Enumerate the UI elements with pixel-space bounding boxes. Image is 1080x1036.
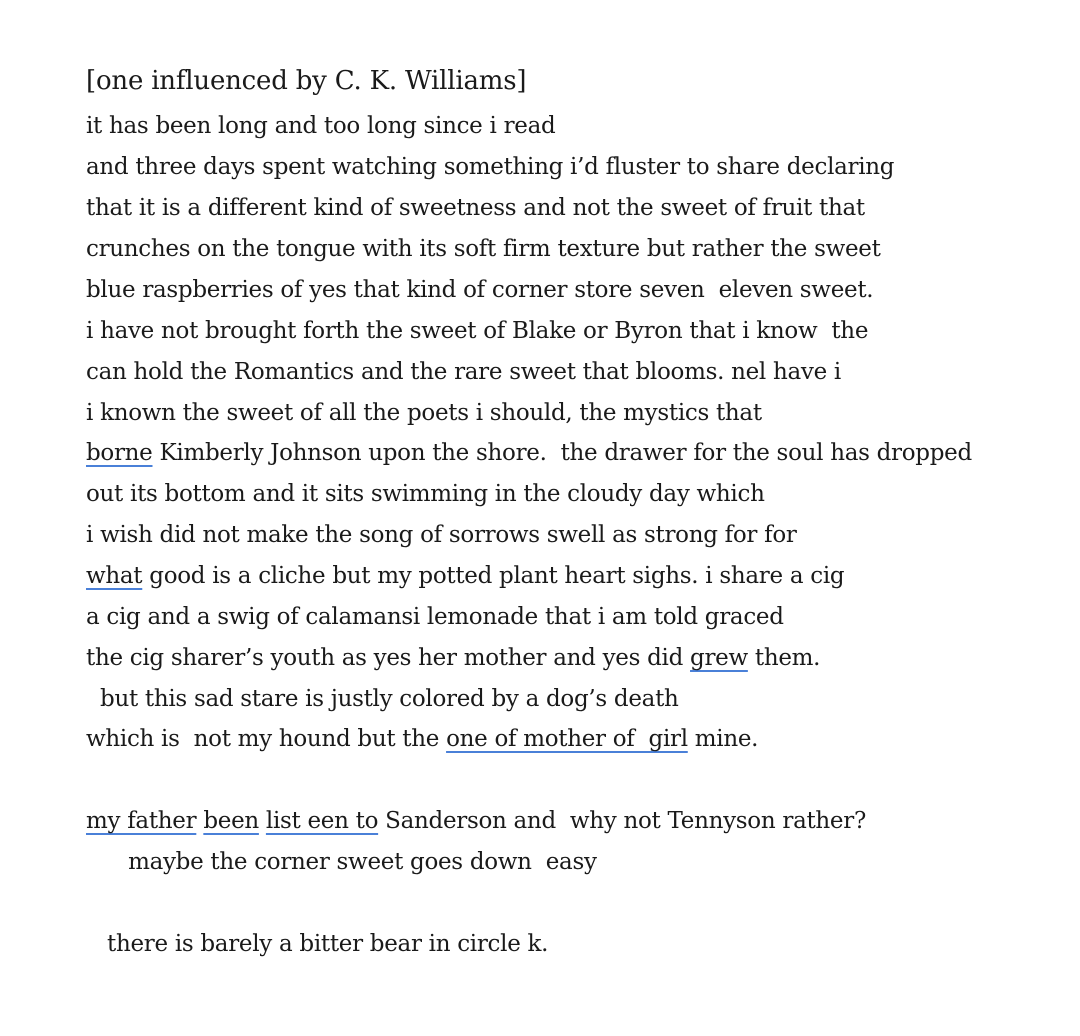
line-text: mine. (687, 726, 759, 752)
line-text: i wish did not make the song of sorrows swell as strong for for (86, 522, 797, 548)
poem-line (86, 724, 758, 754)
poem-line (86, 479, 765, 509)
poem-line (86, 152, 894, 182)
line-text: i known the sweet of all the poets i should, the mystics that (86, 400, 762, 426)
underlined-phrase: been (203, 808, 259, 834)
line-text: a cig and a swig of calamansi lemonade that i am told graced (86, 604, 784, 630)
underlined-phrase: borne (86, 440, 153, 466)
line-text: and three days spent watching something i’d fluster to share declaring (86, 154, 895, 180)
line-text: Sanderson and why not Tennyson rather? (378, 808, 866, 834)
poem-line (86, 643, 820, 673)
line-text: maybe the corner sweet goes down easy (86, 849, 597, 875)
underlined-phrase: list een to (265, 808, 379, 834)
line-text: there is barely a bitter bear in circle k. (86, 931, 549, 957)
poem-line (86, 847, 597, 877)
line-text: it has been long and too long since i read (86, 113, 556, 139)
line-text: them. (747, 645, 821, 671)
poem-line (86, 520, 797, 550)
line-text: good is a cliche but my potted plant heart sighs. i share a cig (142, 563, 845, 589)
line-text: the cig sharer’s youth as yes her mother and yes did (86, 645, 691, 671)
poem-line (86, 357, 841, 387)
line-text: Kimberly Johnson upon the shore. the drawer for the soul has dropped (152, 440, 972, 466)
line-text (259, 808, 266, 834)
poem-line (86, 234, 881, 264)
poem-line (86, 684, 679, 714)
poem-line (86, 602, 784, 632)
line-text: which is not my hound but the (86, 726, 447, 752)
underlined-phrase: one of mother of girl (446, 726, 688, 752)
line-text: i have not brought forth the sweet of Blake or Byron that i know the (86, 318, 869, 344)
line-text: out its bottom and it sits swimming in the cloudy day which (86, 481, 765, 507)
underlined-phrase: my father (86, 808, 197, 834)
underlined-phrase: grew (690, 645, 748, 671)
line-text: but this sad stare is justly colored by a dog’s death (86, 686, 679, 712)
underlined-phrase: what (86, 563, 143, 589)
poem-line (86, 929, 548, 959)
line-text: can hold the Romantics and the rare sweet that blooms. nel have i (86, 359, 841, 385)
poem-line (86, 561, 844, 591)
line-text: crunches on the tongue with its soft firm texture but rather the sweet (86, 236, 881, 262)
poem-line (86, 398, 762, 428)
poem-title: [one influenced by C. K. Williams] (86, 66, 527, 96)
poem-line (86, 111, 555, 141)
poem-line (86, 806, 866, 836)
line-text: that it is a different kind of sweetness and not the sweet of fruit that (86, 195, 865, 221)
poem-line (86, 275, 873, 305)
poem-line (86, 316, 868, 346)
poem-line (86, 438, 972, 468)
poem-line (86, 193, 865, 223)
line-text: blue raspberries of yes that kind of corner store seven eleven sweet. (86, 277, 874, 303)
